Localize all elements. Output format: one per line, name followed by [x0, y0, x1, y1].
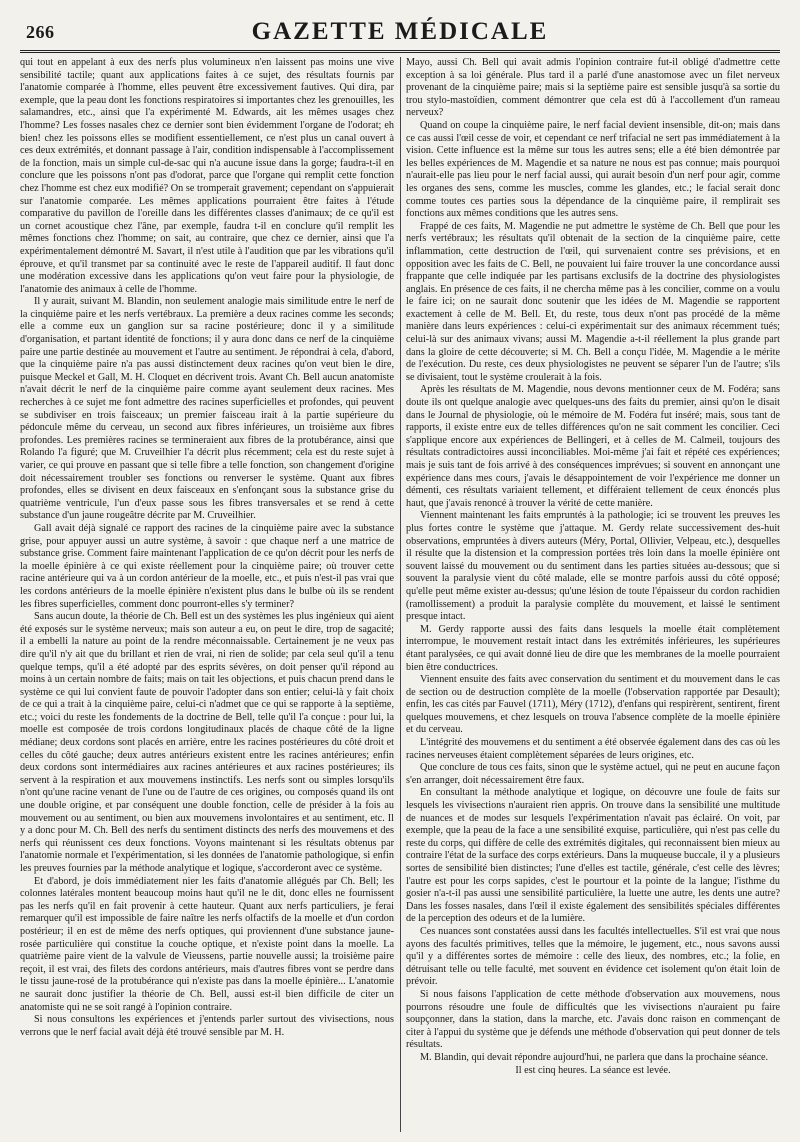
paragraph: Il est cinq heures. La séance est levée.	[515, 1064, 671, 1076]
paragraph: M. Gerdy rapporte aussi des faits dans lesquels la moelle était complètement interrompue, le mouvement restait intact dans les extrémités inférieures, les supérieures étant paralysées, ce qui avait donné lieu de dire que les membranes de la moelle pourraient bien être conductrices.	[406, 623, 780, 673]
paragraph: Viennent maintenant les faits empruntés à la pathologie; ici se trouvent les preuves les plus fortes contre le système que j'attaque. M. Gerdy relate successivement des-huit observations, empruntées à divers auteurs (Méry, Portal, Ollivier, Velpeau, etc.), desquelles il résulte que la distension et la compression portées très loin dans la moelle épinière ont souvent laissé du mouvement ou du sentiment dans les parties situées au-dessous; que si souvent la paralysie vient du côté malade, elle se montre parfois aussi du côté opposé; qu'elle peut même exister au-dessus; qu'une lésion de toute l'épaisseur du cordon rachidien (ramollissement) a produit la paralysie complète du mouvement, et laissé le sentiment presque intact.	[406, 510, 780, 623]
paragraph: Que conclure de tous ces faits, sinon que le système actuel, qui ne peut en aucune façon s'en arranger, doit nécessairement être faux.	[406, 762, 780, 786]
paragraph: Gall avait déjà signalé ce rapport des racines de la cinquième paire avec la substance grise, pour appuyer aussi un autre système, à savoir : que chaque nerf a une matrice de substance grise. Comment faire maintenant l'application de ce qu'on décrit pour les nerfs de la moelle épinière à ce qui existe réellement pour la cinquième paire; où trouver cette racine antérieure qui va à un cordon antérieur de la moelle, etc., et puis n'est-il pas vrai que les cordons antérieurs de la moelle épinière n'existent plus dans le bulbe où ils se rendent les fibres superficielles, comment donc pourront-elles s'y terminer?	[20, 522, 394, 610]
paragraph: qui tout en appelant à eux des nerfs plus volumineux n'en laissent pas moins une vive sensibilité tactile; quant aux applications faites à ce sujet, des résultats fournis par l'anatomie comparée à l'homme, elles peuvent être excessivement fautives. Qui dira, par exemple, que la peau dont les fonctions respiratoires si importantes chez les grenouilles, les salamandres, etc., ainsi que l'a expérimenté M. Edwards, ait les mêmes usages chez l'homme? Les fosses nasales chez ce dernier sont bien évidemment l'organe de l'odorat; eh bien! chez les poissons elles se modifient essentiellement, ce n'est plus un canal ouvert à ces deux extrémités, et donnant passage à l'air, condition indispensable à l'accomplissement de la fonction, mais un simple cul-de-sac qui n'a aucune issue dans la gorge; faudra-t-il en conclure que les poissons n'ont pas d'odorat, parce que l'organe qui remplit cette fonction chez l'homme est chez eux modifié? On se tromperait gravement; cependant on s'appuierait sur l'anatomie comparée. Les mêmes applications pourraient être faites à l'étude comparative du pavillon de l'oreille dans les différentes classes d'animaux; de ce qu'il est un cornet acoustique chez l'âne, par exemple, faudra t-il en conclure qu'il remplit les mêmes fonctions chez l'homme; on sait, au contraire, que chez ce dernier, ainsi que l'a expérimentalement démontré M. Savart, il n'est utile à l'audition que par les vibrations qu'il éprouve, et qu'il transmet par sa continuité avec le reste de l'appareil auditif. Il faut donc une modération excessive dans les applications qu'on veut faire pour la physiologie, de l'anatomie des animaux à celle de l'homme.	[20, 57, 394, 295]
paragraph: Ces nuances sont constatées aussi dans les facultés intellectuelles. S'il est vrai que nous ayons des facultés primitives, telles que la mémoire, le jugement, etc., nous savons aussi qu'il y a différentes sortes de mémoire : celle des lieux, des nombres, etc.; la folie, en détruisant telle ou telle faculté, met souvent en évidence cet isolement qu'on était loin de prévoir.	[406, 925, 780, 988]
page-number: 266	[26, 22, 55, 42]
header-rule	[20, 50, 780, 53]
paragraph: Après les résultats de M. Magendie, nous devons mentionner ceux de M. Fodéra; sans doute ils ont quelque analogie avec quelques-uns des faits du premier, ainsi qu'on le disait dans le Journal de physiologie, où le mémoire de M. Fodéra fut inséré; mais, sous tant de rapports, il existe entre eux de telles différences qu'on ne sait comment les concilier. Ceci s'applique encore aux expériences de Bellingeri, et à celles de M. Calmeil, toujours des résultats contradictoires aussi inconciliables. Moi-même j'ai fait et répété ces expériences; mais je suis tant de fois arrivé à des conséquences imprévues; si souvent en annonçant une expérience dans mes cours, j'avais le désappointement de voir l'expérience me donner un démenti, ces résultats variaient tellement, et différaient tellement de ceux énoncés plus haut, que j'avais renoncé à trouver la vérité de cette manière.	[406, 384, 780, 509]
page-header	[20, 14, 780, 48]
paragraph: Il y aurait, suivant M. Blandin, non seulement analogie mais similitude entre le nerf de la cinquième paire et les nerfs vertébraux. La première a deux racines comme les seconds; elle a comme eux un ganglion sur sa racine postérieure; donc il y a similitude d'organisation, et partant identité de fonctions; il y aura donc dans ce nerf de la cinquième paire une partie destinée au mouvement et l'autre au sentiment. Je répondrai à cela, d'abord, que la cinquième paire n'a pas aussi distinctement deux racines qu'on veut bien le dire, puisque Meckel et Gall, M. H. Cloquet en décrivent trois. Avant Ch. Bell aucun anatomiste n'avait décrit le nerf de la cinquième paire comme ayant seulement deux racines. Mes recherches à ce sujet me font admettre des racines superficielles et profondes, qui peuvent se subdiviser en trois faisceaux; un premier faisceau irait à la partie supérieure du pédoncule même du cerveau, un second aux fibres inférieures, un troisième aux fibres profondes. Les premières racines se termineraient aux fibres de la protubérance, ainsi que Rolando l'a figuré; que M. Cruveilhier l'a décrit plus récemment; cela est du reste sujet à varier, ce qui prouve en passant que si telle fibre a telle fonction, son changement d'origine doit nécessairement troubler ses fonctions ou renverser le système. Quant aux fibres profondes, elles se divisent en deux faisceaux en s'enfonçant sous la substance grise du quatrième ventricule, l'un d'eux passe sous les fibres transversales et se rend à cette substance d'un jaune rougeâtre décrite par M. Cruveilhier.	[20, 296, 394, 522]
paragraph: En consultant la méthode analytique et logique, on découvre une foule de faits sur lesquels les vivisections n'auraient rien appris. On trouve dans la sensibilité une multitude de nuances et de modes sur lesquels l'expérimentation n'avait pas éclairé. On voit, par exemple, que la peau de la face a une sensibilité exquise, particulière, qui n'est pas celle du reste du corps, qui diffère de celle des extrémités digitales, qui reconnaissent bien mieux au contraire l'état de la surface des corps extérieurs. Dans la muqueuse buccale, il y a plusieurs sortes de sensibilité bien distinctes; l'une d'elles est tactile, générale, c'est celle des lèvres; l'autre est pour les corps sapides, c'est le pourtour et la pointe de la langue; l'isthme du gosier n'a-t-il pas aussi une sensibilité particulière, la luette une autre, les dents une autre? Dans les fosses nasales, dans l'œil il existe également des sensibilités spéciales différentes de la perception des odeurs et de la lumière.	[406, 787, 780, 925]
paragraph: M. Blandin, qui devait répondre aujourd'hui, ne parlera que dans la prochaine séance.	[420, 1051, 769, 1063]
paragraph: Si nous faisons l'application de cette méthode d'observation aux mouvemens, nous pourrons résoudre une foule de difficultés que les vivisections n'auraient pu faire soupçonner, dans la station, dans la marche, etc. J'avais donc raison en commençant de citer à l'appui du système que je défends une méthode d'observation qui peut donner de tels résultats.	[406, 988, 780, 1051]
paragraph: Et d'abord, je dois immédiatement nier les faits d'anatomie allégués par Ch. Bell; les colonnes latérales montent beaucoup moins haut qu'il ne le dit, donc elles ne fournissent pas les nerfs qu'il en fait provenir à cette hauteur. Quant aux nerfs particuliers, je ferai remarquer qu'il est impossible de faire naître les nerfs olfactifs de la moelle et d'un cordon postérieur; il en est de même des nerfs optiques, qui proviennent d'une substance jaune-rosée particulière qui constitue la couche optique, et n'existe point dans la moelle. La quatrième paire vient de la valvule de Vieussens, partie nouvelle aussi; la troisième paire reçoit, il est vrai, des filets des cordons antérieurs, mais d'autres fibres vont se perdre dans le tissu jaune-rosé de la protubérance qui n'existe pas dans la moelle épinière... L'anatomie ne saurait donc justifier la théorie de Ch. Bell, aussi est-il bien difficile de citer un anatomiste qui ne se soit rangé à l'opinion contraire.	[20, 875, 394, 1013]
paragraph: Sans aucun doute, la théorie de Ch. Bell est un des systèmes les plus ingénieux qui aient été exposés sur le système nerveux; mais son auteur a eu, on peut le dire, trop de sagacité; il a embelli la nature au point de la rendre méconnaissable. Certainement je ne veux pas dire qu'il n'y ait que du brillant et rien de vrai, ni rien de solide; par cela seul qu'il a tenu quelque temps, qu'il a été adopté par des esprits sévères, on doit penser qu'il répond au moins à un certain nombre de faits; mais on tait les objections, et puis chacun prend dans le système ce qui lui convient faute de pouvoir l'adopter dans son entier; celui-là y fait choix de ce qui a trait à la cinquième paire, celui-ci n'admet que ce qui se rapporte à la septième, etc.; voici du reste les fondements de la doctrine de Bell, telle qu'il l'a conçue : pour lui, la moelle est composée de trois cordons longitudinaux placés de chaque côté de la ligne médiane; deux cordons sont placés en arrière, entre les racines postérieures du côté droit et celles du côté gauche; deux autres antérieurs existent entre les racines antérieures; enfin deux cordons sont intermédiaires aux racines antérieures et aux racines postérieures; ils servent à la respiration et aux mouvemens instinctifs. Les nerfs sont ou simples lorsqu'ils n'ont qu'une racine venant de l'une ou de l'autre de ces origines, ou composés quand ils ont une double origine, et par conséquent une double fonction, celle de présider à la fois au mouvement ou au sentiment, ou bien aux mouvemens involontaires et au sentiment, etc. Il y a donc pour M. Ch. Bell des nerfs du sentiment distincts des nerfs des mouvemens et des nerfs qui réunissent ces deux fonctions. Voyons maintenant si les résultats obtenus par l'anatomie normale et l'expérimentation, si les données de l'anatomie pathologique, si enfin les preuves fournies par la méthode analytique et logique, s'accorderont avec ce système.	[20, 611, 394, 874]
paragraph: Quand on coupe la cinquième paire, le nerf facial devient insensible, dit-on; mais dans ce cas aussi l'œil cesse de voir, et cependant ce nerf trifacial ne sert pas immédiatement à la vision. Cette influence est la même sur tous les autres sens; elle a été bien démontrée par les belles expériences de M. Magendie et sa nature ne nous est pas connue; mais pourquoi n'aurait-elle pas lieu pour le nerf facial aussi, qui aurait besoin d'un nerf pour agir, comme les organes des sens, comme les muscles, comme les glandes, etc.; le facial serait donc comme toutes ces parties sous la dépendance de la cinquième paire, il remplirait ses fonctions aux mêmes conditions que les autres sens.	[406, 119, 780, 220]
paragraph: Frappé de ces faits, M. Magendie ne put admettre le système de Ch. Bell que pour les nerfs vertébraux; les résultats qu'il obtenait de la section de la cinquième paire, cette inflammation, cette destruction de l'œil, qui survenaient contre ses prévisions, et en opposition avec les faits de C. Bell, ne pouvaient lui faire trouver la une concordance aussi frappante que celle indiquée par les partisans exclusifs de la doctrine des physiologistes anglais. En présence de ces faits, il ne chercha même pas à les concilier, comme on a voulu le faire ici; on ne saurait donc soutenir que les idées de M. Magendie se rapportent exactement à celle de M. Bell. Et, du reste, tous deux n'ont pas procédé de la même manière dans leurs expériences : celui-ci expérimentait sur des animaux récemment tués; celui-là sur des animaux vivans; aussi M. Magendie a-t-il réellement la plus grande part dans la gloire de cette découverte; si M. Ch. Bell a conçu l'idée, M. Magendie a le mérite de l'exécution. Du reste, ces deux physiologistes ne peuvent se séparer l'un de l'autre; s'ils se divisaient, tout le système croulerait à la fois.	[406, 220, 780, 383]
article-columns	[20, 57, 780, 1132]
paragraph: Si nous consultons les expériences et j'entends parler surtout des vivisections, nous verrons que le nerf facial avait déjà été trouvé sensible par M. H.	[20, 1014, 394, 1038]
journal-title: GAZETTE MÉDICALE	[251, 18, 549, 45]
left-column	[20, 57, 394, 1132]
paragraph: Viennent ensuite des faits avec conservation du sentiment et du mouvement dans le cas de section ou de destruction complète de la moelle (l'observation rapportée par Desault); enfin, les cas cités par Fauvel (1711), Méry (1712), d'enfans qui respirèrent, sentirent, firent quelques mouvemens, et chez lesquels on trouva l'absence complète de la moelle épinière et du cerveau.	[406, 674, 780, 736]
paragraph: L'intégrité des mouvemens et du sentiment a été observée également dans des cas où les racines nerveuses étaient complètement séparées de leurs origines, etc.	[406, 737, 780, 761]
column-divider	[400, 57, 401, 1132]
paragraph: Mayo, aussi Ch. Bell qui avait admis l'opinion contraire fut-il obligé d'admettre cette exception à sa loi générale. Plus tard il a parlé d'une anastomose avec un filet nerveux provenant de la cinquième paire; mais si la septième paire est sensible jusqu'à sa sortie du trou stylo-mastoïdien, comment démontrer que cela est dû à l'accollement d'un rameau nerveux?	[406, 57, 780, 119]
right-column	[406, 57, 780, 1132]
